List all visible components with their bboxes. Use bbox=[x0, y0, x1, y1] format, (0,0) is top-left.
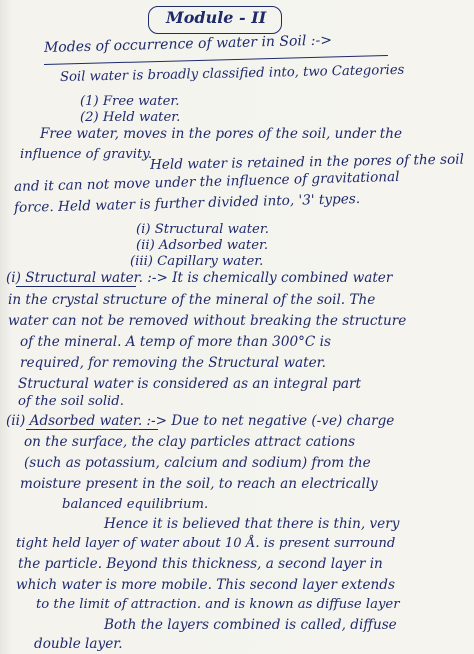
text-line: required, for removing the Structural water. bbox=[20, 355, 326, 371]
text-line: of the mineral. A temp of more than 300°C is bbox=[20, 334, 331, 350]
text-line: Free water, moves in the pores of the soil, under the bbox=[40, 126, 403, 142]
text-line: (ii) Adsorbed water. :-> Due to net negative (-ve) charge bbox=[6, 413, 395, 429]
text-line: (i) Structural water. bbox=[136, 222, 269, 237]
text-line: and it can not move under the influence of gravitational bbox=[13, 168, 400, 195]
text-line: Held water is retained in the pores of the soil bbox=[149, 151, 465, 173]
text-line: water can not be removed without breaking the structure bbox=[8, 313, 407, 329]
text-line: of the soil solid. bbox=[18, 394, 124, 409]
text-line: (such as potassium, calcium and sodium) from the bbox=[24, 455, 371, 471]
text-line: Soil water is broadly classified into, two Categories bbox=[59, 62, 405, 85]
text-line: (ii) Adsorbed water. bbox=[136, 238, 269, 253]
text-line: (2) Held water. bbox=[80, 110, 181, 125]
text-line: tight held layer of water about 10 Å. is present surround bbox=[16, 536, 396, 551]
adsorbed-water-underline bbox=[26, 429, 158, 430]
text-line: balanced equilibrium. bbox=[62, 497, 209, 512]
page-title: Module - II bbox=[166, 8, 267, 27]
section-heading: Modes of occurrence of water in Soil :-> bbox=[43, 32, 333, 56]
structural-water-underline bbox=[16, 286, 136, 287]
text-line: the particle. Beyond this thickness, a second layer in bbox=[18, 556, 383, 572]
text-line: (iii) Capillary water. bbox=[130, 254, 264, 269]
text-line: Hence it is believed that there is thin, very bbox=[104, 516, 400, 532]
text-line: influence of gravity. bbox=[20, 147, 153, 162]
text-line: moisture present in the soil, to reach an electrically bbox=[20, 476, 378, 492]
text-line: Structural water is considered as an integral part bbox=[18, 376, 361, 392]
text-line: (i) Structural water. :-> It is chemically combined water bbox=[6, 270, 393, 286]
text-line: on the surface, the clay particles attract cations bbox=[24, 434, 356, 450]
text-line: (1) Free water. bbox=[80, 94, 180, 109]
text-line: double layer. bbox=[34, 636, 123, 652]
text-line: force. Held water is further divided into, '3' types. bbox=[13, 190, 361, 216]
text-line: to the limit of attraction. and is known as diffuse layer bbox=[36, 597, 400, 612]
text-line: which water is more mobile. This second layer extends bbox=[16, 577, 395, 593]
text-line: Both the layers combined is called, diffuse bbox=[104, 617, 397, 633]
text-line: in the crystal structure of the mineral of the soil. The bbox=[8, 292, 376, 308]
